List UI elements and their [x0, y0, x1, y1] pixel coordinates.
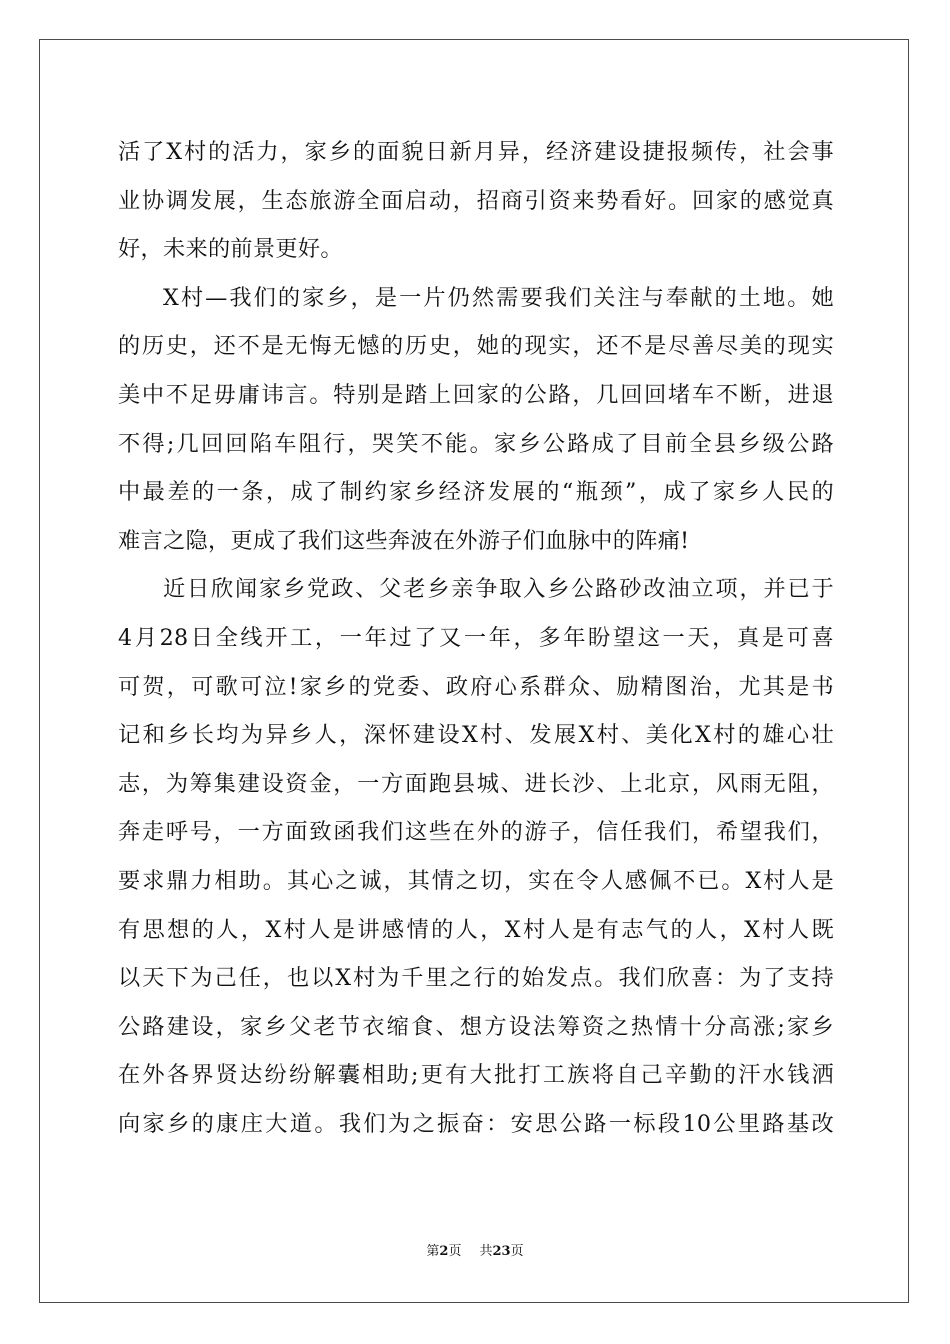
text-line: 要求鼎力相助。其心之诚，其情之切，实在令人感佩不已。X村人是 [118, 867, 834, 894]
page-footer [0, 1242, 950, 1262]
text-line: 中最差的一条，成了制约家乡经济发展的“瓶颈”，成了家乡人民的 [118, 479, 834, 506]
text-line: 记和乡长均为异乡人，深怀建设X村、发展X村、美化X村的雄心壮 [118, 722, 834, 749]
text-line: 公路建设，家乡父老节衣缩食、想方设法筹资之热情十分高涨;家乡 [118, 1013, 834, 1040]
paragraph-start-line: 近日欣闻家乡党政、父老乡亲争取入乡公路砂改油立项，并已于 [163, 576, 834, 603]
text-line: 在外各界贤达纷纷解囊相助;更有大批打工族将自己辛勤的汗水钱洒 [118, 1062, 834, 1089]
text-line: 的历史，还不是无悔无憾的历史，她的现实，还不是尽善尽美的现实 [118, 333, 834, 360]
text-line: 志，为筹集建设资金，一方面跑县城、进长沙、上北京，风雨无阻， [118, 770, 834, 797]
text-line: 奔走呼号，一方面致函我们这些在外的游子，信任我们，希望我们， [118, 819, 834, 846]
text-line: 4月28日全线开工，一年过了又一年，多年盼望这一天，真是可喜 [118, 624, 834, 651]
text-line: 可贺，可歌可泣!家乡的党委、政府心系群众、励精图治，尤其是书 [118, 673, 834, 700]
text-line: 难言之隐，更成了我们这些奔波在外游子们血脉中的阵痛! [118, 527, 690, 554]
total-prefix: 共 [479, 1244, 493, 1259]
paragraph-start-line: X村—我们的家乡，是一片仍然需要我们关注与奉献的土地。她 [163, 284, 834, 311]
text-line: 活了X村的活力，家乡的面貌日新月异，经济建设捷报频传，社会事 [118, 139, 834, 165]
text-line: 美中不足毋庸讳言。特别是踏上回家的公路，几回回堵车不断，进退 [118, 381, 834, 408]
text-line: 向家乡的康庄大道。我们为之振奋：安思公路一标段10公里路基改 [118, 1110, 834, 1137]
text-line: 有思想的人，X村人是讲感情的人，X村人是有志气的人，X村人既 [118, 916, 834, 943]
text-line: 好，未来的前景更好。 [118, 236, 343, 263]
current-page-number: 2 [439, 1244, 449, 1259]
page-suffix: 页 [448, 1244, 462, 1259]
total-pages-number: 23 [492, 1244, 511, 1259]
text-line: 以天下为己任，也以X村为千里之行的始发点。我们欣喜：为了支持 [118, 965, 834, 992]
page-prefix: 第 [426, 1244, 440, 1259]
text-line: 业协调发展，生态旅游全面启动，招商引资来势看好。回家的感觉真 [118, 187, 834, 214]
text-line: 不得;几回回陷车阻行，哭笑不能。家乡公路成了目前全县乡级公路 [118, 430, 834, 457]
total-suffix: 页 [510, 1244, 524, 1259]
document-body [118, 128, 834, 1148]
